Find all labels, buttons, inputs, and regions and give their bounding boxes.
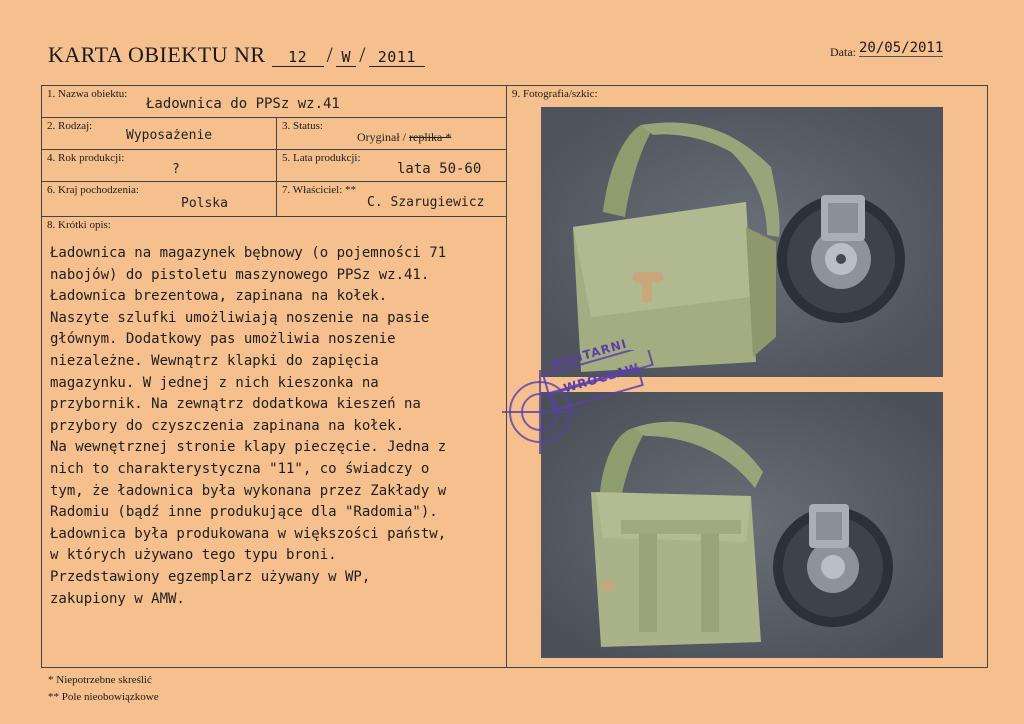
date-value: 20/05/2011 [859,40,944,56]
years-label: 5. Lata produkcji: [282,152,361,164]
name-label: 1. Nazwa obiektu: [47,88,128,100]
year-label: 4. Rok produkcji: [47,152,125,164]
years-cell [276,149,507,182]
slash-separator: / [359,42,366,67]
status-struck-value: replika * [409,130,452,144]
year-cell [41,149,277,182]
status-label: 3. Status: [282,120,323,132]
description-cell [41,216,507,668]
footnote-1: * Niepotrzebne skreślić [48,674,152,686]
slash-separator: / [326,42,334,67]
description-text: Ładownica na magazynek bębnowy (o pojemności 71 nabojów) do pistoletu maszynowego PPSz wz.41. Ładownica brezentowa, zapinana na kołek. Naszyte szlufki umożliwiają noszenie na pasie głównym. Dodatkowy pas umożliwia noszenie niezależne. Wewnątrz klapki do zapięcia magazynku. W jednej z nich kieszonka na przybornik. Na zewnątrz dodatkowa kieszeń na przybory do czyszczenia zapinana na kołek. Na wewnętrznej stronie klapy pieczęcie. Jedna z nich to charakterystyczna "11", co świadczy o tym, że ładownica była wykonana przez Zakłady w Radomiu (bądź inne produkujące dla "Radomia"). Ładownica była produkowana w większości państw, w których używano tego typu broni. Przedstawiony egzemplarz używany w WP, zakupiony w AMW. [50,245,447,607]
country-cell [41,181,277,217]
card-number-part1: 12 [272,48,324,67]
type-label: 2. Rodzaj: [47,120,93,132]
card-number-part2: W [336,48,356,67]
stamp-line2: WROCŁAW [562,360,642,396]
country-label: 6. Kraj pochodzenia: [47,184,139,196]
status-cell [276,117,507,150]
type-value: Wyposażenie [126,128,213,143]
stamp-line1: MILITARNI [550,336,629,372]
years-value: lata 50-60 [397,161,482,177]
name-value: Ładownica do PPSz wz.41 [146,96,340,112]
footnote-2: ** Pole nieobowiązkowe [48,691,159,703]
description-label: 8. Krótki opis: [47,219,111,231]
militarni-wroclaw-stamp [500,336,670,460]
card-title [48,42,425,68]
owner-value: C. Szarugiewicz [367,195,485,210]
owner-cell [276,181,507,217]
country-value: Polska [181,196,228,211]
status-value: Oryginał / [357,130,406,144]
pouch-drum-front-image [541,107,943,377]
name-cell [41,85,507,118]
photo-front [541,107,943,377]
owner-label: 7. Właściciel: ** [282,184,357,196]
card-number-part3: 2011 [369,48,425,67]
date-label: Data: [830,45,856,59]
crosshair-stamp-icon [500,350,670,460]
year-value: ? [172,162,180,177]
type-cell [41,117,277,150]
card-title-text: KARTA OBIEKTU NR [48,42,266,67]
photo-label: 9. Fotografia/szkic: [512,88,598,100]
date-field [830,40,944,61]
